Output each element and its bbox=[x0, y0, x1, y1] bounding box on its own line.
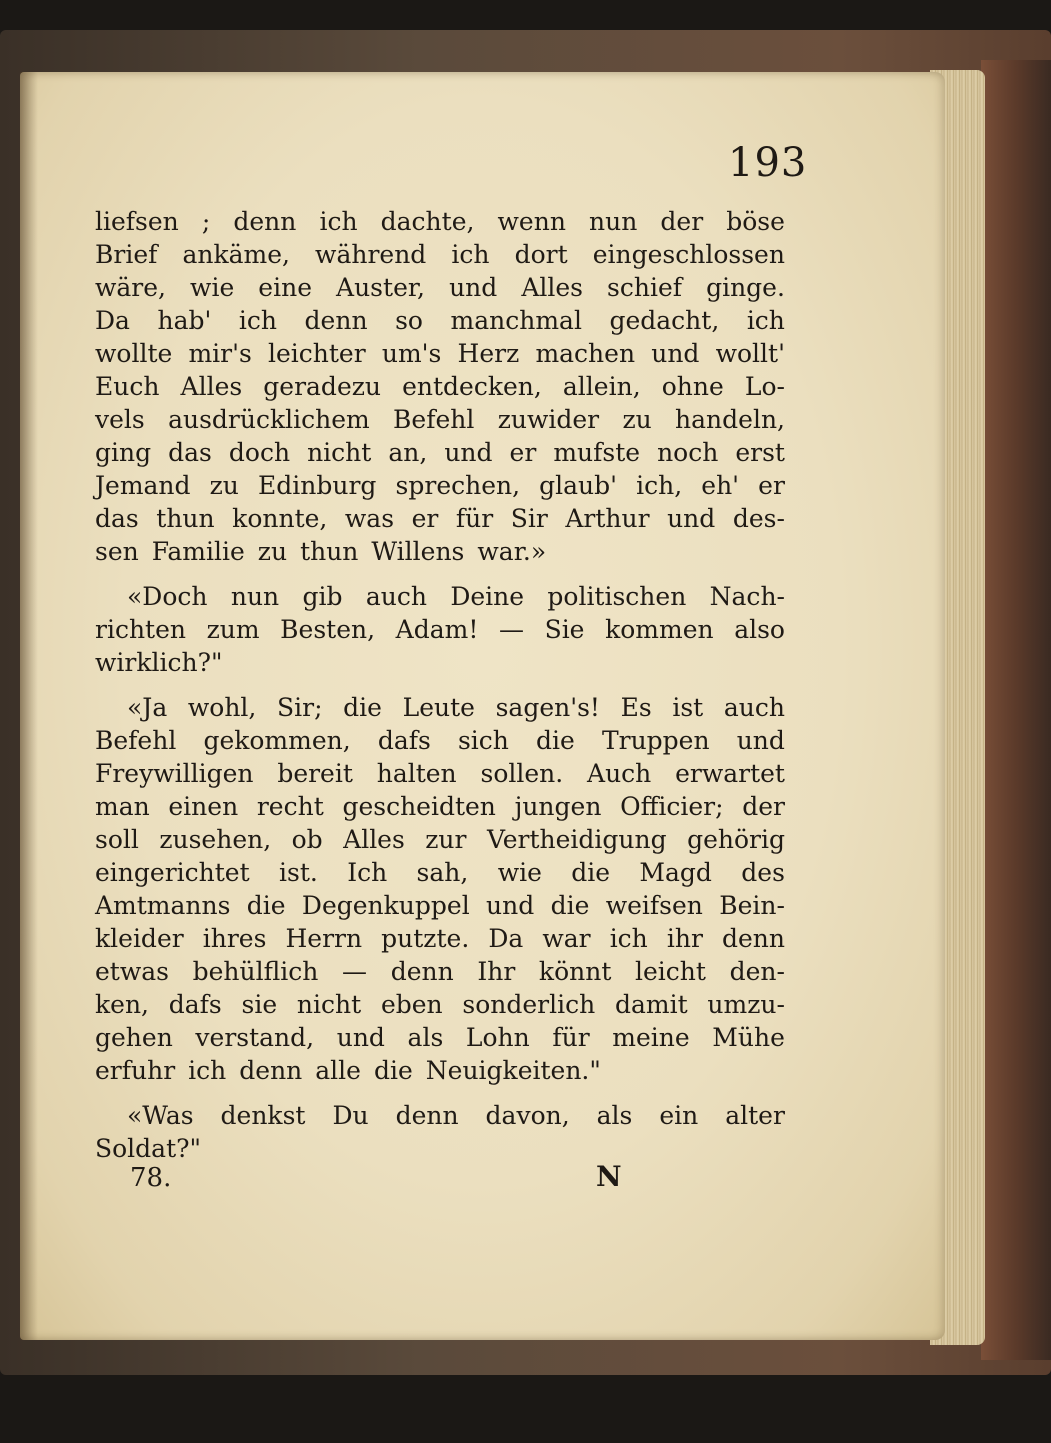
word: Truppen bbox=[601, 726, 710, 755]
word: mufste bbox=[553, 438, 641, 467]
word: Sir; bbox=[277, 693, 323, 722]
word: handeln, bbox=[675, 405, 785, 434]
word: eh' bbox=[701, 471, 740, 500]
text-line bbox=[95, 304, 785, 337]
word: für bbox=[552, 1023, 590, 1052]
text-line bbox=[95, 535, 785, 568]
word: leichter bbox=[268, 339, 366, 368]
word: das bbox=[168, 438, 212, 467]
text-line bbox=[95, 1132, 785, 1165]
word: und bbox=[336, 1023, 385, 1052]
word: als bbox=[596, 1101, 633, 1130]
text-line bbox=[95, 988, 785, 1021]
word: eine bbox=[258, 273, 312, 302]
word: erwartet bbox=[675, 759, 785, 788]
word: Lo- bbox=[744, 372, 785, 401]
word: Ihr bbox=[477, 957, 516, 986]
word: umzu- bbox=[707, 990, 785, 1019]
word: wäre, bbox=[95, 273, 166, 302]
word: leicht bbox=[635, 957, 706, 986]
word: sonderlich bbox=[462, 990, 596, 1019]
word: Bein- bbox=[719, 891, 785, 920]
page-number: 193 bbox=[728, 140, 808, 186]
word: Da bbox=[488, 924, 524, 953]
word: war.» bbox=[477, 537, 547, 566]
text-line bbox=[95, 922, 785, 955]
word: Auch bbox=[587, 759, 652, 788]
word: gehen bbox=[95, 1023, 173, 1052]
text-line bbox=[95, 889, 785, 922]
word: um's bbox=[381, 339, 442, 368]
text-line bbox=[95, 724, 785, 757]
word: und bbox=[449, 273, 498, 302]
paragraph-gap bbox=[95, 1087, 785, 1099]
word: wie bbox=[190, 273, 235, 302]
word: soll bbox=[95, 825, 139, 854]
word: — bbox=[342, 957, 368, 986]
word: Magd bbox=[639, 858, 712, 887]
word: ich, bbox=[636, 471, 683, 500]
word: Mühe bbox=[712, 1023, 785, 1052]
word: putzte. bbox=[381, 924, 470, 953]
word: glaub' bbox=[539, 471, 618, 500]
word: die bbox=[536, 726, 575, 755]
text-line bbox=[95, 613, 785, 646]
word: die bbox=[571, 858, 611, 887]
word: eingerichtet bbox=[95, 858, 250, 887]
word: denn bbox=[239, 1056, 303, 1085]
word: ich bbox=[746, 306, 785, 335]
word: ich bbox=[188, 1056, 227, 1085]
word: entdecken, bbox=[402, 372, 542, 401]
word: alle bbox=[315, 1056, 361, 1085]
word: ginge. bbox=[706, 273, 785, 302]
word: und bbox=[736, 726, 785, 755]
word: halten bbox=[376, 759, 457, 788]
word: und bbox=[651, 339, 700, 368]
text-line bbox=[95, 790, 785, 823]
word: sprechen, bbox=[395, 471, 521, 500]
word: nun bbox=[589, 207, 638, 236]
word: die bbox=[246, 891, 286, 920]
word: einen bbox=[168, 792, 239, 821]
text-line bbox=[95, 238, 785, 271]
word: meine bbox=[612, 1023, 690, 1052]
word: Ich bbox=[347, 858, 388, 887]
word: ohne bbox=[661, 372, 724, 401]
word: zur bbox=[425, 825, 467, 854]
text-line bbox=[95, 691, 785, 724]
text-line bbox=[95, 856, 785, 889]
word: nicht bbox=[307, 438, 372, 467]
word: Deine bbox=[450, 582, 525, 611]
word: behülflich bbox=[192, 957, 319, 986]
text-line bbox=[95, 1054, 785, 1087]
word: die bbox=[550, 891, 590, 920]
word: allein, bbox=[562, 372, 641, 401]
word: ausdrücklichem bbox=[168, 405, 370, 434]
word: jungen bbox=[514, 792, 602, 821]
word: Arthur bbox=[565, 504, 650, 533]
book-spine-edge bbox=[981, 60, 1051, 1360]
word: war bbox=[542, 924, 591, 953]
word: Adam! bbox=[395, 615, 479, 644]
paragraph-gap bbox=[95, 568, 785, 580]
word: ken, bbox=[95, 990, 149, 1019]
word: Familie bbox=[151, 537, 245, 566]
word: Besten, bbox=[280, 615, 376, 644]
word: und bbox=[667, 504, 716, 533]
word: die bbox=[373, 1056, 413, 1085]
word: Amtmanns bbox=[95, 891, 231, 920]
signature-mark-number: 78. bbox=[130, 1163, 172, 1193]
word: denkst bbox=[220, 1101, 306, 1130]
word: ein bbox=[659, 1101, 699, 1130]
word: ankäme, bbox=[182, 240, 290, 269]
word: ihres bbox=[202, 924, 267, 953]
word: «Was bbox=[127, 1101, 194, 1130]
word: wollt' bbox=[715, 339, 785, 368]
word: also bbox=[734, 615, 785, 644]
word: ist bbox=[672, 693, 704, 722]
word: denn bbox=[721, 924, 785, 953]
word: Vertheidigung bbox=[486, 825, 667, 854]
word: Befehl bbox=[393, 405, 475, 434]
word: auch bbox=[365, 582, 427, 611]
word: gehörig bbox=[687, 825, 785, 854]
word: zu bbox=[622, 405, 652, 434]
word: des bbox=[741, 858, 785, 887]
word: sollen. bbox=[480, 759, 564, 788]
word: dachte, bbox=[380, 207, 475, 236]
word: ich bbox=[451, 240, 490, 269]
word: schief bbox=[607, 273, 683, 302]
text-line bbox=[95, 1021, 785, 1054]
word: damit bbox=[615, 990, 688, 1019]
word: Da bbox=[95, 306, 130, 335]
word: der bbox=[742, 792, 785, 821]
text-line bbox=[95, 271, 785, 304]
text-line bbox=[95, 205, 785, 238]
word: ich bbox=[609, 924, 648, 953]
word: Alles bbox=[343, 825, 405, 854]
word: Leute bbox=[402, 693, 475, 722]
word: Degenkuppel bbox=[301, 891, 470, 920]
word: Soldat?" bbox=[95, 1134, 202, 1163]
word: weifsen bbox=[605, 891, 703, 920]
word: sah, bbox=[416, 858, 469, 887]
word: erfuhr bbox=[95, 1056, 176, 1085]
word: ist. bbox=[279, 858, 318, 887]
word: — bbox=[498, 615, 524, 644]
word: böse bbox=[726, 207, 785, 236]
word: mir's bbox=[188, 339, 252, 368]
text-line bbox=[95, 823, 785, 856]
word: kleider bbox=[95, 924, 184, 953]
word: konnte, bbox=[232, 504, 328, 533]
word: kommen bbox=[605, 615, 714, 644]
text-line bbox=[95, 580, 785, 613]
word: machen bbox=[535, 339, 636, 368]
word: richten bbox=[95, 615, 186, 644]
word: zusehen, bbox=[159, 825, 272, 854]
word: Lohn bbox=[465, 1023, 530, 1052]
text-line bbox=[95, 646, 785, 679]
word: politischen bbox=[547, 582, 687, 611]
word: sagen's! bbox=[495, 693, 600, 722]
word: gescheidten bbox=[342, 792, 496, 821]
word: für bbox=[455, 504, 494, 533]
page-gutter-shadow bbox=[20, 72, 38, 1340]
word: Nach- bbox=[709, 582, 785, 611]
text-line bbox=[95, 370, 785, 403]
word: Es bbox=[620, 693, 652, 722]
word: davon, bbox=[485, 1101, 570, 1130]
text-line bbox=[95, 955, 785, 988]
word: könnt bbox=[538, 957, 612, 986]
word: eingeschlossen bbox=[592, 240, 785, 269]
word: auch bbox=[723, 693, 785, 722]
word: denn bbox=[304, 306, 368, 335]
word: und bbox=[486, 891, 535, 920]
word: «Doch bbox=[127, 582, 208, 611]
word: das bbox=[95, 504, 139, 533]
word: «Ja bbox=[127, 693, 168, 722]
text-line bbox=[95, 403, 785, 436]
text-line bbox=[95, 1099, 785, 1132]
paragraph-gap bbox=[95, 679, 785, 691]
word: liefsen bbox=[95, 207, 179, 236]
word: denn bbox=[233, 207, 297, 236]
word: wenn bbox=[497, 207, 566, 236]
word: eben bbox=[380, 990, 443, 1019]
word: ihr bbox=[666, 924, 703, 953]
word: als bbox=[407, 1023, 444, 1052]
text-line bbox=[95, 502, 785, 535]
word: Herrn bbox=[285, 924, 363, 953]
word: Brief bbox=[95, 240, 158, 269]
word: während bbox=[315, 240, 427, 269]
word: bereit bbox=[277, 759, 353, 788]
word: recht bbox=[256, 792, 324, 821]
word: etwas bbox=[95, 957, 169, 986]
word: Alles bbox=[521, 273, 583, 302]
word: denn bbox=[390, 957, 454, 986]
word: sich bbox=[457, 726, 509, 755]
word: ; bbox=[201, 207, 211, 236]
word: ging bbox=[95, 438, 152, 467]
word: dafs bbox=[377, 726, 431, 755]
word: wirklich?" bbox=[95, 648, 223, 677]
word: Jemand bbox=[95, 471, 191, 500]
word: des- bbox=[732, 504, 785, 533]
text-line bbox=[95, 436, 785, 469]
word: doch bbox=[228, 438, 291, 467]
word: die bbox=[343, 693, 382, 722]
word: was bbox=[344, 504, 395, 533]
text-line bbox=[95, 757, 785, 790]
word: Sie bbox=[544, 615, 585, 644]
text-line bbox=[95, 469, 785, 502]
word: gedacht, bbox=[609, 306, 720, 335]
word: zu bbox=[209, 471, 239, 500]
word: Willens bbox=[371, 537, 465, 566]
word: zu bbox=[257, 537, 288, 566]
word: Officier; bbox=[620, 792, 724, 821]
word: an, bbox=[388, 438, 428, 467]
word: verstand, bbox=[195, 1023, 315, 1052]
word: Sir bbox=[510, 504, 548, 533]
word: Befehl bbox=[95, 726, 177, 755]
word: thun bbox=[156, 504, 215, 533]
word: Auster, bbox=[336, 273, 426, 302]
word: wohl, bbox=[187, 693, 257, 722]
word: sen bbox=[95, 537, 139, 566]
word: den- bbox=[729, 957, 785, 986]
word: hab' bbox=[157, 306, 212, 335]
word: Freywilligen bbox=[95, 759, 254, 788]
word: Euch bbox=[95, 372, 160, 401]
word: wollte bbox=[95, 339, 173, 368]
word: so bbox=[395, 306, 423, 335]
text-line bbox=[95, 337, 785, 370]
word: er bbox=[758, 471, 785, 500]
word: und bbox=[444, 438, 493, 467]
word: gib bbox=[302, 582, 343, 611]
word: manchmal bbox=[450, 306, 582, 335]
word: man bbox=[95, 792, 150, 821]
word: der bbox=[660, 207, 704, 236]
word: gekommen, bbox=[203, 726, 351, 755]
word: Neuigkeiten." bbox=[425, 1056, 601, 1085]
word: dort bbox=[514, 240, 568, 269]
word: Herz bbox=[457, 339, 520, 368]
word: ich bbox=[238, 306, 278, 335]
word: noch bbox=[657, 438, 719, 467]
word: wie bbox=[497, 858, 542, 887]
word: alter bbox=[725, 1101, 785, 1130]
word: zuwider bbox=[497, 405, 600, 434]
body-text bbox=[95, 205, 785, 1165]
word: thun bbox=[300, 537, 359, 566]
word: er bbox=[509, 438, 537, 467]
word: vels bbox=[95, 405, 145, 434]
word: denn bbox=[395, 1101, 459, 1130]
word: Alles bbox=[180, 372, 243, 401]
word: sie bbox=[241, 990, 278, 1019]
word: nicht bbox=[296, 990, 362, 1019]
word: geradezu bbox=[263, 372, 382, 401]
word: ich bbox=[319, 207, 358, 236]
word: dafs bbox=[168, 990, 222, 1019]
word: Du bbox=[332, 1101, 369, 1130]
word: er bbox=[411, 504, 439, 533]
word: nun bbox=[230, 582, 280, 611]
word: Edinburg bbox=[258, 471, 377, 500]
word: zum bbox=[206, 615, 260, 644]
word: ob bbox=[291, 825, 323, 854]
word: erst bbox=[735, 438, 785, 467]
signature-mark-letter: N bbox=[596, 1160, 622, 1193]
